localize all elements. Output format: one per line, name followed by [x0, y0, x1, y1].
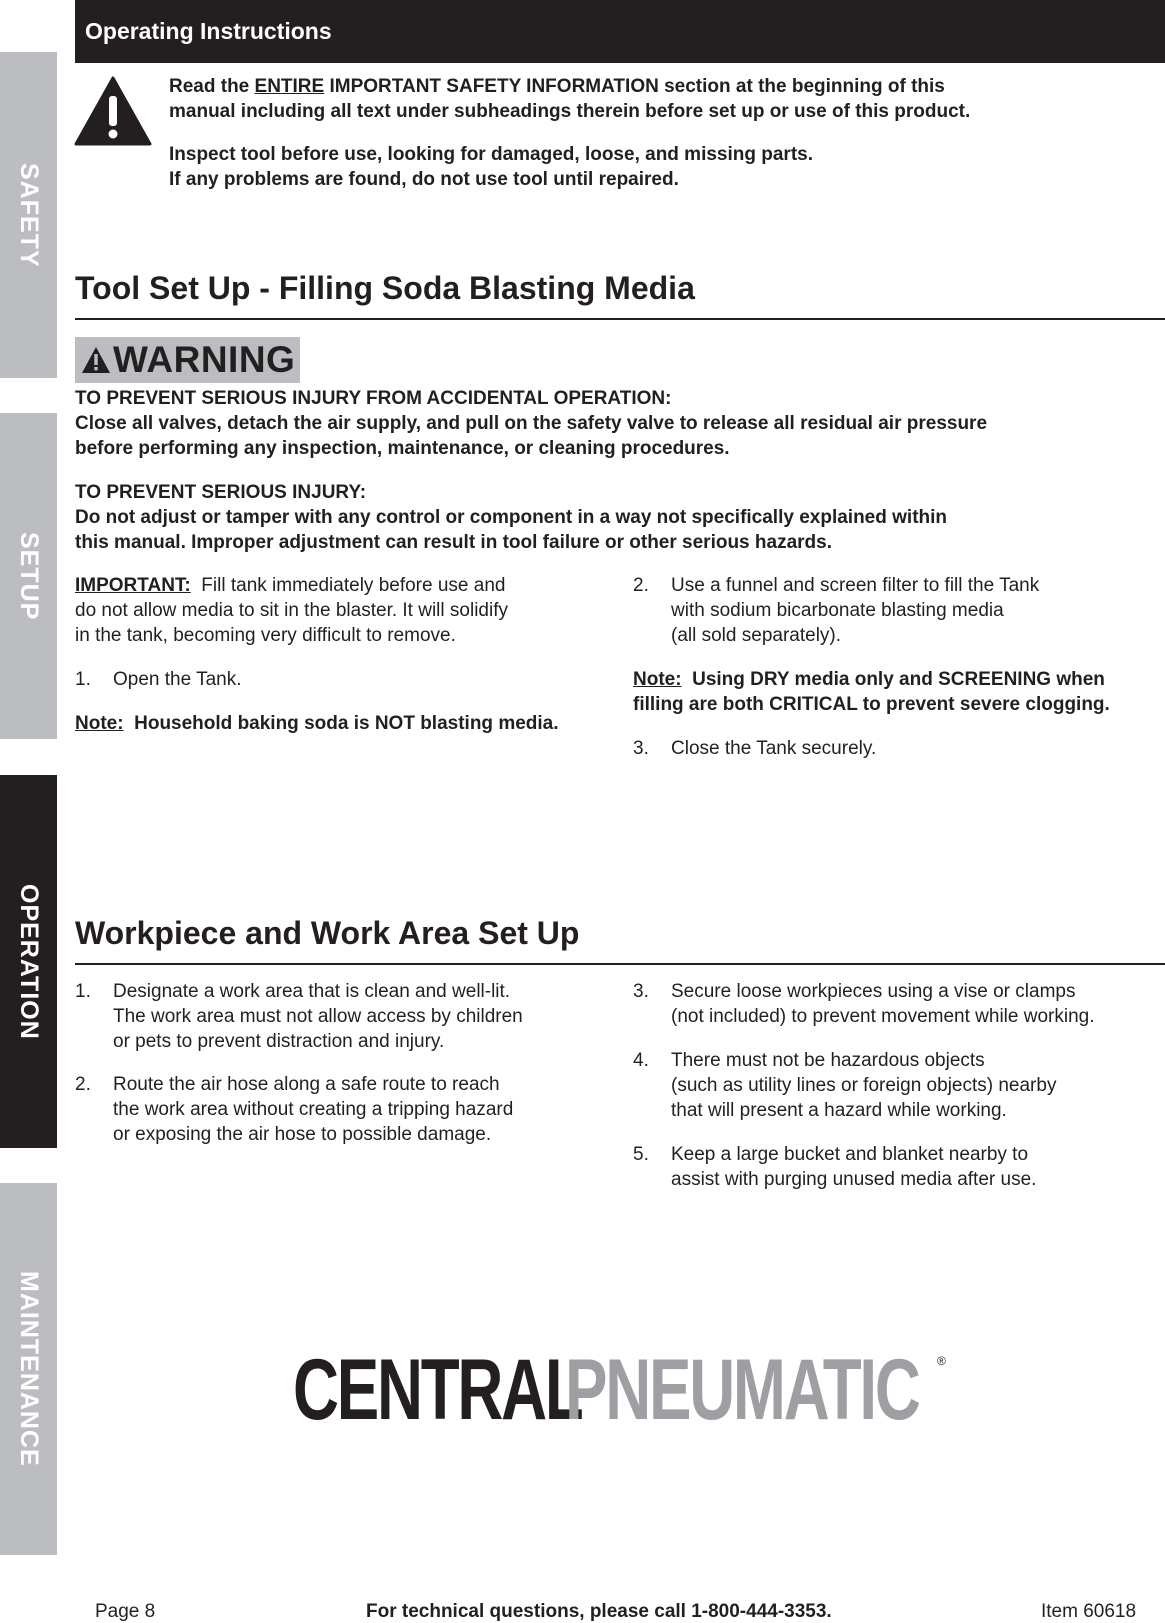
list-item: 1. Open the Tank.: [75, 669, 242, 690]
section-divider: [75, 318, 1165, 320]
list-item: 3. Close the Tank securely.: [633, 738, 877, 759]
list-item: 4. There must not be hazardous objects (such as utility lines or foreign objects) nearby that will present a hazard while working.: [633, 1050, 1057, 1121]
section-title-tool-setup: Tool Set Up - Filling Soda Blasting Media: [75, 270, 695, 306]
note2-line2: filling are both CRITICAL to prevent severe clogging.: [633, 694, 1110, 715]
important-line2: do not allow media to sit in the blaster. It will solidify: [75, 600, 508, 621]
footer-item-number: Item 60618: [1041, 1601, 1137, 1622]
warning-badge: [75, 337, 300, 383]
warning1-heading: TO PREVENT SERIOUS INJURY FROM ACCIDENTAL OPERATION:: [75, 388, 672, 409]
brand-logo: [293, 1342, 946, 1438]
list-item: 2. Route the air hose along a safe route to reach the work area without creating a tripping hazard or exposing the air hose to possible damage.: [75, 1074, 514, 1145]
warning2-line2: this manual. Improper adjustment can result in tool failure or other serious hazards.: [75, 532, 832, 553]
section-divider: [75, 963, 1165, 965]
logo-central: CENTRAL: [293, 1342, 582, 1438]
warning2-heading: TO PREVENT SERIOUS INJURY:: [75, 482, 367, 503]
side-tab-setup: SETUP: [0, 413, 57, 739]
list-item: 5. Keep a large bucket and blanket nearby to assist with purging unused media after use.: [633, 1144, 1037, 1190]
warning2-line1: Do not adjust or tamper with any control or component in a way not specifically explained within: [75, 507, 948, 528]
note1-label: Note:: [75, 713, 124, 734]
safety-notice-line2: manual including all text under subheadings therein before set up or use of this product.: [169, 101, 971, 122]
side-tab-maintenance: MAINTENANCE: [0, 1183, 57, 1555]
safety-notice-line1: Read the ENTIRE IMPORTANT SAFETY INFORMATION section at the beginning of this: [169, 76, 945, 97]
list-item: 3. Secure loose workpieces using a vise or clamps (not included) to prevent movement while working.: [633, 981, 1095, 1027]
note2-line1: Note: Using DRY media only and SCREENING when: [633, 669, 1105, 690]
section-title-work-area: Workpiece and Work Area Set Up: [75, 915, 580, 951]
list-item: 2. Use a funnel and screen filter to fill the Tank with sodium bicarbonate blasting media (all sold separately).: [633, 575, 1040, 646]
page-header: [75, 0, 1165, 63]
important-label: IMPORTANT:: [75, 575, 191, 596]
note1: Note: Household baking soda is NOT blasting media.: [75, 713, 559, 734]
page-header-title: Operating Instructions: [85, 18, 332, 44]
warning1-line1: Close all valves, detach the air supply, and pull on the safety valve to release all residual air pressure: [75, 413, 988, 434]
footer-page-number: Page 8: [95, 1601, 156, 1622]
safety-notice-line4: If any problems are found, do not use tool until repaired.: [169, 169, 679, 190]
side-tab-safety: SAFETY: [0, 52, 57, 378]
side-tab-operation: OPERATION: [0, 775, 57, 1148]
alert-triangle-icon: [74, 76, 152, 146]
important-line1: IMPORTANT: Fill tank immediately before use and: [75, 575, 506, 596]
safety-notice-line3: Inspect tool before use, looking for damaged, loose, and missing parts.: [169, 144, 813, 165]
warning-label: WARNING: [113, 339, 296, 380]
important-line3: in the tank, becoming very difficult to remove.: [75, 625, 456, 646]
list-item: 1. Designate a work area that is clean and well-lit. The work area must not allow access by children or pets to prevent distraction and injury.: [75, 981, 523, 1052]
warning1-line2: before performing any inspection, maintenance, or cleaning procedures.: [75, 438, 730, 459]
note2-label: Note:: [633, 669, 682, 690]
warning-triangle-icon: [81, 346, 111, 374]
logo-pneumatic: PNEUMATIC: [565, 1342, 919, 1438]
logo-registered-mark: ®: [937, 1354, 946, 1368]
footer-support-text: For technical questions, please call 1-800-444-3353.: [366, 1601, 832, 1622]
